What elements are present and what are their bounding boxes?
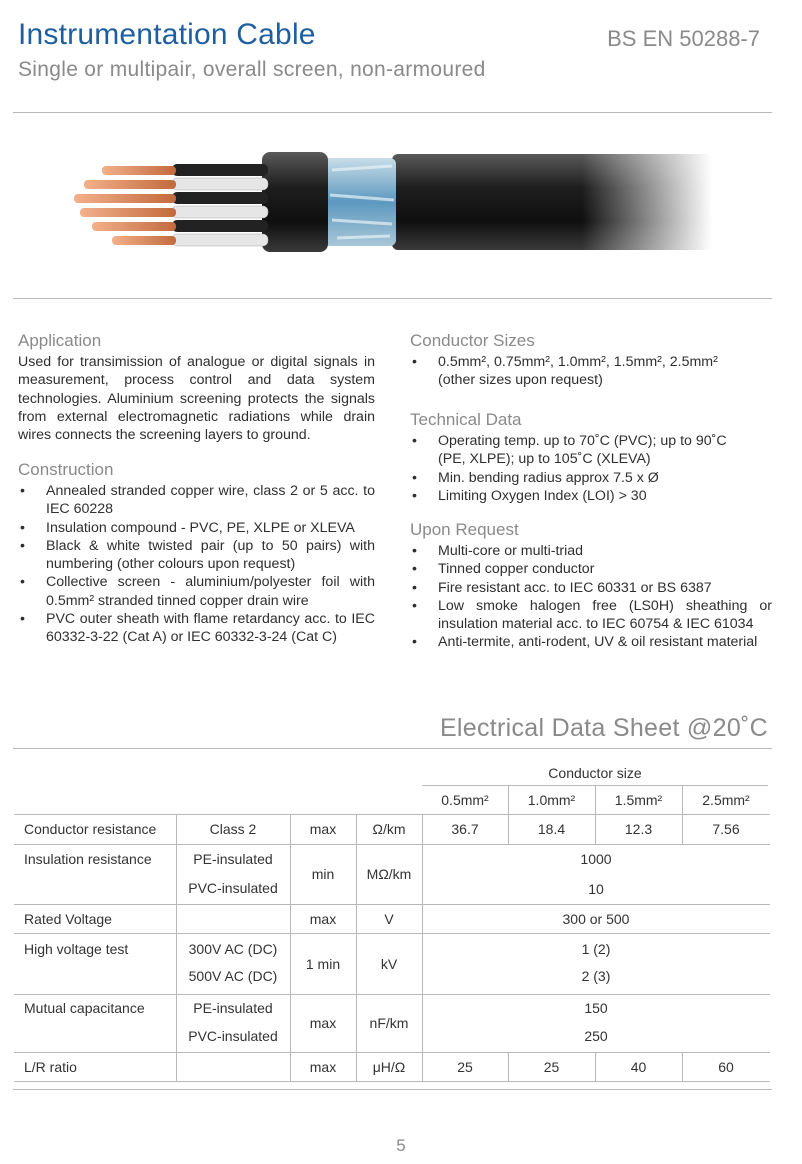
row-limit: max <box>309 1058 337 1075</box>
table-cell: 12.3 <box>624 821 653 837</box>
construction-list <box>18 482 375 647</box>
table-cell: 25 <box>457 1058 473 1075</box>
row-label: Insulation resistance <box>24 851 152 867</box>
table-cell: 300 or 500 <box>562 910 630 927</box>
application-section <box>18 331 375 444</box>
size-header: 1.5mm² <box>614 791 663 808</box>
row-label: Mutual capacitance <box>24 1000 145 1016</box>
page-title: Instrumentation Cable <box>18 18 316 51</box>
row-condition: PVC-insulated <box>188 880 278 896</box>
table-bottom-rule <box>13 1089 772 1090</box>
table-top-rule <box>13 748 772 749</box>
row-label: L/R ratio <box>24 1058 77 1075</box>
row-unit: μH/Ω <box>372 1058 406 1075</box>
row-limit: max <box>309 910 337 927</box>
page-number: 5 <box>396 1136 406 1155</box>
row-label: Conductor resistance <box>24 821 157 837</box>
row-unit: MΩ/km <box>366 866 412 882</box>
table-cell: 60 <box>718 1058 734 1075</box>
list-item: • Collective screen - aluminium/polyester foil with 0.5mm² stranded tinned copper drain wire <box>20 574 375 609</box>
row-limit: min <box>311 866 335 882</box>
upon-request-heading: Upon Request <box>410 520 519 539</box>
list-item: • Fire resistant acc. to IEC 60331 or BS 6387 <box>412 579 712 596</box>
row-limit: max <box>309 1015 337 1031</box>
table-cell: 1 (2) <box>581 941 611 957</box>
conductor-sizes-list <box>410 353 772 390</box>
row-condition: 300V AC (DC) <box>188 941 278 957</box>
table-cell: 2 (3) <box>581 968 611 984</box>
header-divider <box>13 112 772 113</box>
table-cell: 36.7 <box>451 821 479 837</box>
construction-section <box>18 460 375 647</box>
page-subtitle: Single or multipair, overall screen, non-armoured <box>18 58 486 81</box>
row-label: High voltage test <box>24 941 129 957</box>
cable-photo <box>62 140 712 260</box>
conductor-size-header: Conductor size <box>548 764 642 781</box>
row-unit: V <box>384 910 394 927</box>
table-cell: 1000 <box>580 851 612 867</box>
conductor-sizes-heading: Conductor Sizes <box>410 331 535 350</box>
row-condition: PVC-insulated <box>188 1028 278 1044</box>
row-condition: Class 2 <box>209 821 257 837</box>
list-item: • Operating temp. up to 70˚C (PVC); up to 90˚C (PE, XLPE); up to 105˚C (XLEVA) <box>412 433 727 468</box>
row-unit: nF/km <box>369 1015 409 1031</box>
upon-request-list <box>410 542 772 652</box>
list-item: • Annealed stranded copper wire, class 2 or 5 acc. to IEC 60228 <box>20 483 375 518</box>
technical-data-heading: Technical Data <box>410 410 522 429</box>
image-divider <box>13 298 772 299</box>
size-header: 0.5mm² <box>441 791 489 808</box>
row-unit: Ω/km <box>372 821 406 837</box>
list-item: • Min. bending radius approx 7.5 x Ø <box>412 469 659 486</box>
size-header: 2.5mm² <box>702 791 750 808</box>
row-condition: 500V AC (DC) <box>188 968 278 984</box>
size-header: 1.0mm² <box>527 791 576 808</box>
application-text: Used for transimission of analogue or digital signals in measurement, process control and data system technologies. Aluminium screening protects the signals from external electromagnetic radiations while drain wires connects the screening layers to ground. <box>18 354 375 444</box>
list-item: • Black & white twisted pair (up to 50 pairs) with numbering (other colours upon request) <box>20 537 375 573</box>
standard-code: BS EN 50288-7 <box>607 26 760 51</box>
row-label: Rated Voltage <box>24 910 112 927</box>
list-item: • Anti-termite, anti-rodent, UV & oil resistant material <box>412 634 758 651</box>
table-cell: 250 <box>584 1028 608 1044</box>
list-item: • 0.5mm², 0.75mm², 1.0mm², 1.5mm², 2.5mm² (other sizes upon request) <box>412 354 718 389</box>
table-cell: 25 <box>543 1058 560 1075</box>
list-item: • Insulation compound - PVC, PE, XLPE or XLEVA <box>20 519 355 536</box>
list-item: • Multi-core or multi-triad <box>412 543 584 559</box>
technical-data-list <box>410 432 772 505</box>
row-condition: PE-insulated <box>193 1000 273 1016</box>
table-cell: 40 <box>630 1058 647 1075</box>
list-item: • PVC outer sheath with flame retardancy acc. to IEC 60332-3-22 (Cat A) or IEC 60332-3-24 (Cat C) <box>20 611 375 646</box>
electrical-data-title: Electrical Data Sheet @20˚C <box>439 714 768 742</box>
list-item: • Tinned copper conductor <box>412 561 595 578</box>
construction-heading: Construction <box>18 460 114 479</box>
list-item: • Low smoke halogen free (LS0H) sheathing or insulation material acc. to IEC 60754 & IEC 61034 <box>412 597 772 633</box>
technical-data-section <box>410 410 772 505</box>
table-cell: 18.4 <box>537 821 566 837</box>
row-limit: max <box>309 821 337 837</box>
conductor-sizes-section <box>410 331 772 390</box>
table-cell: 10 <box>588 881 604 897</box>
table-cell: 7.56 <box>712 821 740 837</box>
row-unit: kV <box>380 955 398 972</box>
row-limit: 1 min <box>305 955 341 972</box>
upon-request-section <box>410 520 772 652</box>
application-heading: Application <box>18 331 102 350</box>
list-item: • Limiting Oxygen Index (LOI) > 30 <box>412 487 647 504</box>
table-cell: 150 <box>584 1000 608 1016</box>
row-condition: PE-insulated <box>193 851 273 867</box>
